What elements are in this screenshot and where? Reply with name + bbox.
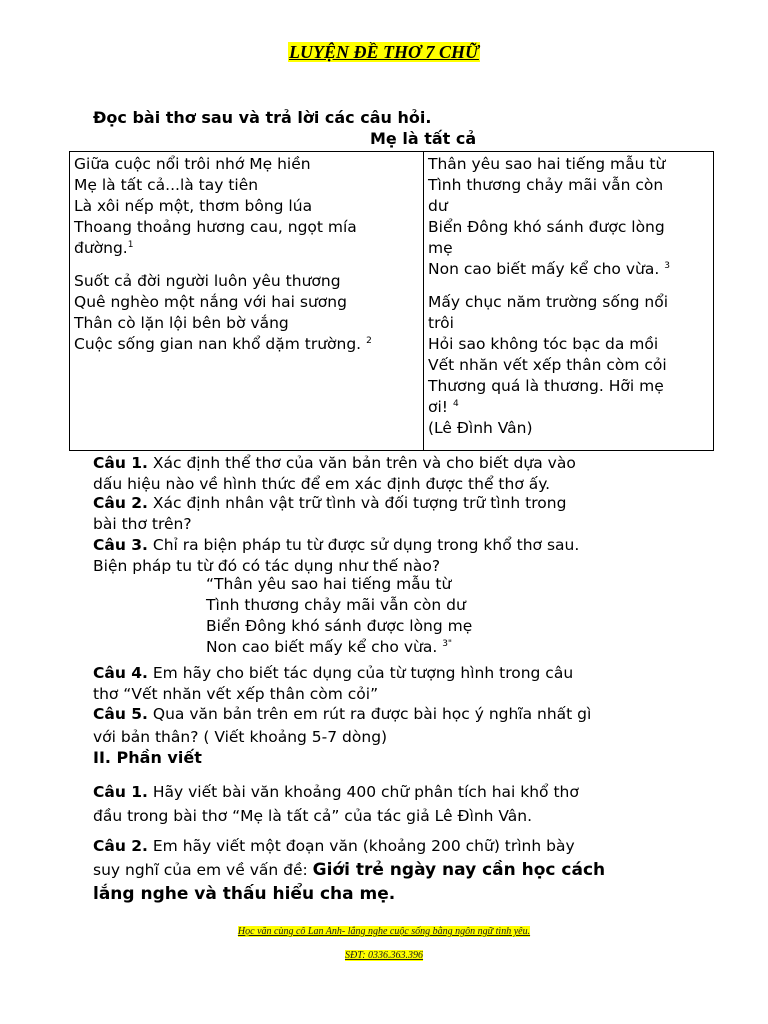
poem-line: Giữa cuộc nổi trôi nhớ Mẹ hiền bbox=[74, 155, 311, 173]
poem-line: dư bbox=[428, 197, 448, 215]
poem-line: Thoang thoảng hương cau, ngọt mía bbox=[74, 218, 357, 236]
question-label: Câu 3. bbox=[93, 536, 148, 554]
question-label: Câu 2. bbox=[93, 837, 148, 855]
emphasis-text: lắng nghe và thấu hiểu cha mẹ. bbox=[93, 884, 396, 904]
document-title: LUYỆN ĐỀ THƠ 7 CHỮ bbox=[289, 42, 479, 62]
footer-tagline: Học văn cùng cô Lan Anh- lắng nghe cuộc sống bằng ngôn ngữ tình yêu. bbox=[237, 926, 531, 937]
poem-table bbox=[69, 151, 714, 451]
poem-line: Thương quá là thương. Hỡi mẹ bbox=[428, 377, 664, 395]
writing-question-1: Câu 1. Hãy viết bài văn khoảng 400 chữ phân tích hai khổ thơ đầu trong bài thơ “Mẹ là tất cả” của tác giả Lê Đình Vân. bbox=[93, 783, 579, 825]
quoted-stanza bbox=[206, 574, 472, 658]
poem-line: Mẹ là tất cả...là tay tiên bbox=[74, 176, 259, 194]
poem-author: (Lê Đình Vân) bbox=[428, 419, 533, 437]
question-4: Câu 4. Em hãy cho biết tác dụng của từ tượng hình trong câu thơ “Vết nhăn vết xếp thân còm cỏi” bbox=[93, 664, 574, 703]
poem-line: Thân cò lặn lội bên bờ vắng bbox=[74, 314, 289, 332]
poem-line: Quê nghèo một nắng với hai sương bbox=[74, 293, 347, 311]
question-label: Câu 2. bbox=[93, 494, 148, 512]
poem-line: Suốt cả đời người luôn yêu thương bbox=[74, 272, 341, 290]
question-2: Câu 2. Xác định nhân vật trữ tình và đối tượng trữ tình trong bài thơ trên? bbox=[93, 494, 567, 533]
question-label: Câu 1. bbox=[93, 454, 148, 472]
poem-column-divider bbox=[423, 152, 424, 450]
poem-line: Hỏi sao không tóc bạc da mồi bbox=[428, 335, 659, 353]
footnote-mark: 3" bbox=[442, 639, 453, 649]
quote-line: Non cao biết mấy kể cho vừa. $^{3"}$ bbox=[206, 638, 453, 656]
poem-line: ơi! $^4$ bbox=[428, 398, 459, 416]
poem-line: Vết nhăn vết xếp thân còm cỏi bbox=[428, 356, 667, 374]
poem-left-column bbox=[74, 154, 419, 355]
quote-line: Tình thương chảy mãi vẫn còn dư bbox=[206, 596, 466, 614]
footer-phone: SĐT: 0336.363.396 bbox=[344, 950, 424, 961]
footnote-mark: 4 bbox=[452, 399, 459, 409]
poem-line: Biển Đông khó sánh được lòng bbox=[428, 218, 665, 236]
poem-line: mẹ bbox=[428, 239, 453, 257]
question-label: Câu 5. bbox=[93, 705, 148, 723]
poem-line: Cuộc sống gian nan khổ dặm trường. $^2$ bbox=[74, 335, 372, 353]
question-1: Câu 1. Xác định thể thơ của văn bản trên và cho biết dựa vào dấu hiệu nào về hình thức để em xác định được thể thơ ấy. bbox=[93, 454, 576, 493]
poem-line: Thân yêu sao hai tiếng mẫu từ bbox=[428, 155, 666, 173]
question-3: Câu 3. Chỉ ra biện pháp tu từ được sử dụng trong khổ thơ sau. Biện pháp tu từ đó có tác dụng như thế nào? bbox=[93, 536, 580, 575]
quote-line: Biển Đông khó sánh được lòng mẹ bbox=[206, 617, 473, 635]
footnote-mark: 1 bbox=[127, 240, 134, 250]
writing-question-2: Câu 2. Em hãy viết một đoạn văn (khoảng 200 chữ) trình bày suy nghĩ của em về vấn đề: Giới trẻ ngày nay cần học cách lắng nghe và thấu hiểu cha mẹ. bbox=[93, 837, 606, 904]
poem-right-column bbox=[428, 154, 710, 439]
instruction-text: Đọc bài thơ sau và trả lời các câu hỏi. bbox=[93, 108, 432, 127]
poem-line: Mấy chục năm trường sống nổi bbox=[428, 293, 669, 311]
question-label: Câu 1. bbox=[93, 783, 148, 801]
poem-line: trôi bbox=[428, 314, 454, 332]
poem-line: Tình thương chảy mãi vẫn còn bbox=[428, 176, 664, 194]
poem-line: Là xôi nếp một, thơm bông lúa bbox=[74, 197, 313, 215]
poem-line: Non cao biết mấy kể cho vừa. $^3$ bbox=[428, 260, 670, 278]
question-label: Câu 4. bbox=[93, 664, 148, 682]
poem-title: Mẹ là tất cả bbox=[370, 129, 477, 148]
question-5: Câu 5. Qua văn bản trên em rút ra được bài học ý nghĩa nhất gì với bản thân? ( Viết khoảng 5-7 dòng) bbox=[93, 705, 592, 746]
emphasis-text: Giới trẻ ngày nay cần học cách bbox=[312, 860, 606, 880]
footnote-mark: 2 bbox=[366, 336, 372, 346]
quote-line: “Thân yêu sao hai tiếng mẫu từ bbox=[206, 575, 452, 593]
poem-line: đường.$^1$ bbox=[74, 239, 134, 257]
section-heading-writing: II. Phần viết bbox=[93, 748, 202, 767]
footnote-mark: 3 bbox=[664, 261, 670, 271]
